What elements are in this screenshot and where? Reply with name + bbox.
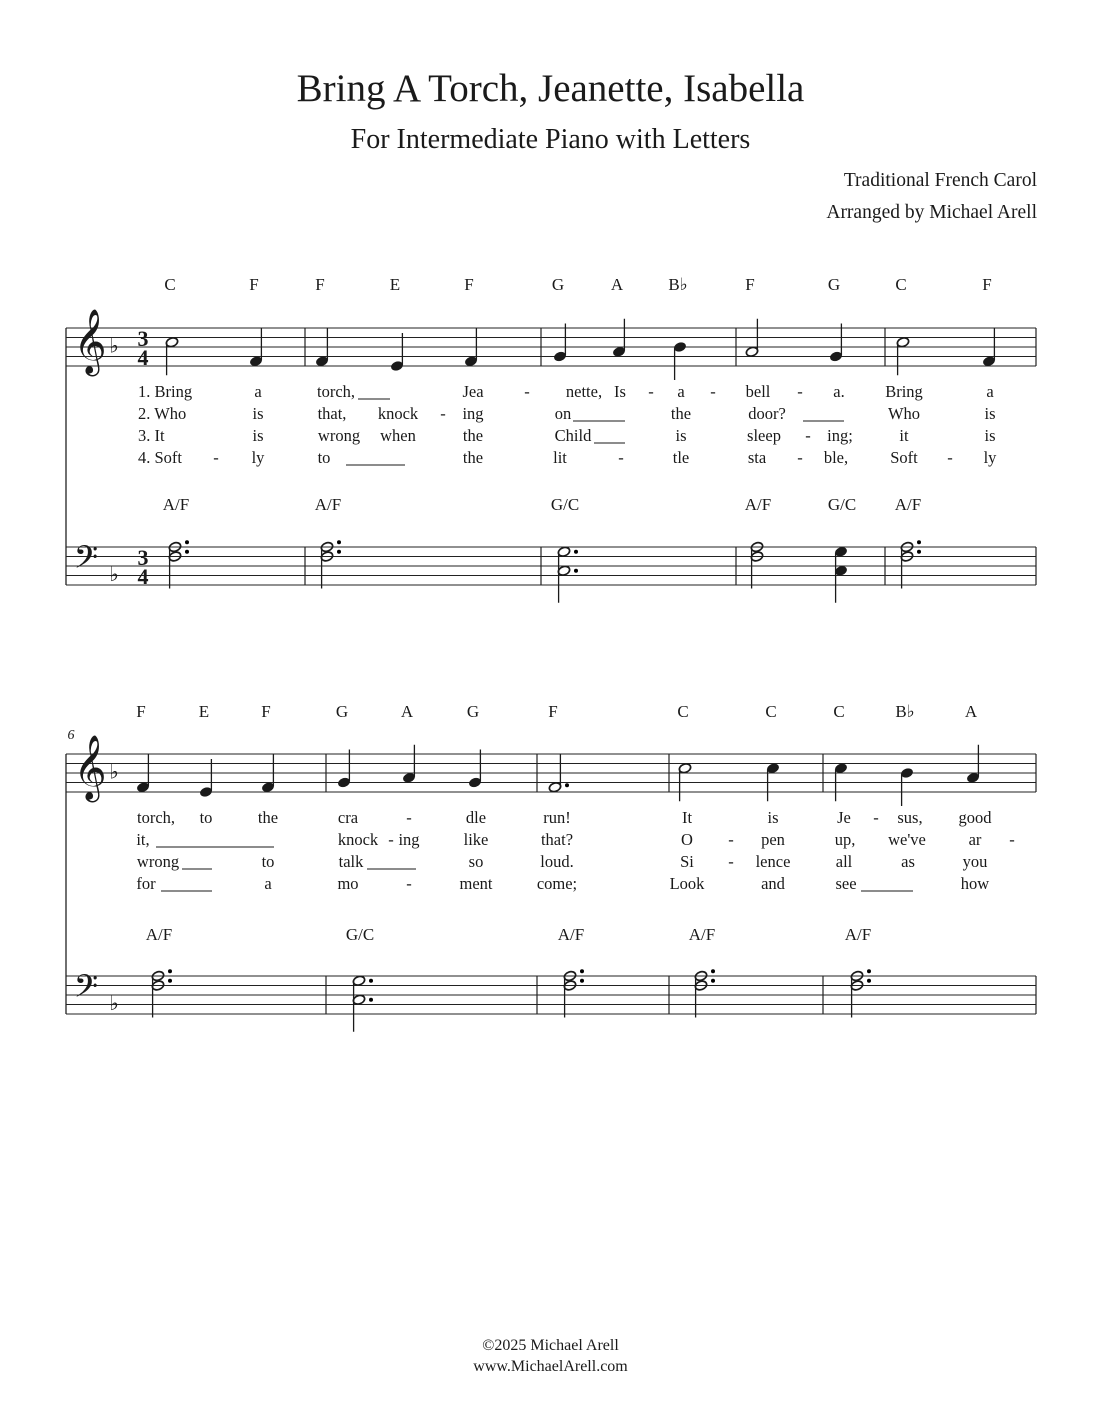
dot-mark xyxy=(580,979,584,983)
lyric-syllable: lence xyxy=(755,852,791,871)
lyric-syllable: is xyxy=(252,426,264,445)
lyric-syllable: sus, xyxy=(897,808,923,827)
key-signature-flat: ♭ xyxy=(109,564,119,587)
lyric-syllable: - xyxy=(728,830,734,849)
lyric-syllable: ing; xyxy=(827,426,853,445)
lyric-syllable: and xyxy=(761,874,785,893)
chord-symbol-label: A/F xyxy=(145,925,173,944)
lyric-syllable: sta xyxy=(747,448,767,467)
note-letter-label: G xyxy=(466,702,480,721)
lyric-syllable: come; xyxy=(536,874,578,893)
lyric-syllable: knock xyxy=(377,404,419,423)
lyric-syllable: torch, xyxy=(136,808,176,827)
dot-mark xyxy=(185,550,189,554)
dot-mark xyxy=(574,569,578,573)
lyric-syllable: cra xyxy=(337,808,359,827)
note-letter-label: C xyxy=(164,275,176,294)
lyric-syllable: knock xyxy=(337,830,379,849)
note-letter-label: B♭ xyxy=(668,275,688,294)
page-subtitle: For Intermediate Piano with Letters xyxy=(350,124,751,155)
lyric-syllable: is xyxy=(984,426,996,445)
lyric-syllable: - xyxy=(618,448,624,467)
treble-clef-icon: 𝄞 xyxy=(73,737,107,799)
lyric-syllable: wrong xyxy=(136,852,180,871)
lyric-syllable: - xyxy=(406,874,412,893)
lyric-syllable: - xyxy=(388,830,394,849)
note-letter-label: F xyxy=(982,275,992,294)
dot-mark xyxy=(867,969,871,973)
lyric-syllable: lit xyxy=(553,448,567,467)
lyric-syllable: a xyxy=(677,382,685,401)
dot-mark xyxy=(917,550,921,554)
lyric-syllable: a xyxy=(986,382,994,401)
lyric-syllable: it xyxy=(899,426,909,445)
lyric-syllable: ment xyxy=(459,874,493,893)
chord-symbol-label: G/C xyxy=(345,925,375,944)
lyric-syllable: sleep xyxy=(747,426,781,445)
chord-symbol-label: A/F xyxy=(894,495,922,514)
note-letter-label: G xyxy=(335,702,349,721)
lyric-syllable: O xyxy=(681,830,693,849)
key-signature-flat: ♭ xyxy=(109,761,119,784)
lyric-syllable: Si xyxy=(680,852,694,871)
note-letter-label: A xyxy=(964,702,978,721)
lyric-syllable: a. xyxy=(833,382,845,401)
treble-clef-icon: 𝄞 xyxy=(73,311,107,373)
measure-number: 6 xyxy=(67,728,75,743)
lyric-syllable: to xyxy=(261,852,275,871)
chord-symbol-label: A/F xyxy=(744,495,772,514)
lyric-syllable: all xyxy=(835,852,853,871)
note-letter-label: E xyxy=(389,275,401,294)
website-link: www.MichaelArell.com xyxy=(473,1358,628,1375)
lyric-syllable: 1. Bring xyxy=(138,382,193,401)
time-signature-top: 3 xyxy=(137,545,149,570)
lyric-syllable: Child xyxy=(554,426,592,445)
lyric-syllable: - xyxy=(710,382,716,401)
lyric-syllable: Jea xyxy=(462,382,484,401)
lyric-syllable: Who xyxy=(887,404,921,423)
lyric-syllable: dle xyxy=(465,808,487,827)
lyric-syllable: - xyxy=(805,426,811,445)
composer-credit: Traditional French Carol xyxy=(843,170,1037,191)
dot-mark xyxy=(369,998,373,1002)
lyric-syllable: to xyxy=(317,448,331,467)
lyric-syllable: - xyxy=(648,382,654,401)
dot-mark xyxy=(711,979,715,983)
dot-mark xyxy=(867,979,871,983)
lyric-syllable: when xyxy=(380,426,416,445)
lyric-syllable: ing xyxy=(398,830,420,849)
note-letter-label: C xyxy=(833,702,845,721)
lyric-syllable: the xyxy=(257,808,279,827)
note-letter-label: C xyxy=(765,702,777,721)
note-letter-label: F xyxy=(136,702,146,721)
note-letter-label: G xyxy=(551,275,565,294)
dot-mark xyxy=(369,979,373,983)
chord-symbol-label: G/C xyxy=(827,495,857,514)
lyric-syllable: door? xyxy=(748,404,786,423)
note-letter-label: F xyxy=(548,702,558,721)
note-letter-label: F xyxy=(464,275,474,294)
dot-mark xyxy=(337,550,341,554)
lyric-syllable: - xyxy=(440,404,446,423)
dot-mark xyxy=(711,969,715,973)
bass-clef-icon: 𝄢 xyxy=(73,970,99,1012)
lyric-syllable: - xyxy=(1009,830,1015,849)
bass-clef-icon: 𝄢 xyxy=(73,541,99,583)
lyric-syllable: a xyxy=(264,874,272,893)
note-letter-label: C xyxy=(677,702,689,721)
lyric-syllable: Look xyxy=(669,874,705,893)
note-letter-label: F xyxy=(249,275,259,294)
key-signature-flat: ♭ xyxy=(109,335,119,358)
dot-mark xyxy=(185,540,189,544)
lyric-syllable: 2. Who xyxy=(138,404,187,423)
lyric-syllable: tle xyxy=(672,448,690,467)
lyric-syllable: Bring xyxy=(885,382,923,401)
lyric-syllable: wrong xyxy=(317,426,361,445)
dot-mark xyxy=(337,540,341,544)
lyric-syllable: - xyxy=(947,448,953,467)
time-signature-bottom: 4 xyxy=(137,564,149,589)
dot-mark xyxy=(168,969,172,973)
lyric-syllable: we've xyxy=(888,830,926,849)
lyric-syllable: the xyxy=(670,404,692,423)
lyric-syllable: loud. xyxy=(540,852,574,871)
lyric-syllable: the xyxy=(462,426,484,445)
lyric-syllable: ar xyxy=(968,830,982,849)
chord-symbol-label: A/F xyxy=(844,925,872,944)
lyric-syllable: - xyxy=(873,808,879,827)
lyric-syllable: It xyxy=(681,808,693,827)
key-signature-flat: ♭ xyxy=(109,993,119,1016)
note-letter-label: A xyxy=(400,702,414,721)
dot-mark xyxy=(580,969,584,973)
dot-mark xyxy=(917,540,921,544)
lyric-syllable: up, xyxy=(834,830,856,849)
lyric-syllable: like xyxy=(463,830,489,849)
lyric-syllable: 4. Soft xyxy=(138,448,183,467)
lyric-syllable: as xyxy=(901,852,915,871)
lyric-syllable: Is xyxy=(614,382,626,401)
lyric-syllable: 3. It xyxy=(138,426,165,445)
chord-symbol-label: G/C xyxy=(550,495,580,514)
note-letter-label: G xyxy=(827,275,841,294)
lyric-syllable: - xyxy=(797,382,803,401)
lyric-syllable: Soft xyxy=(890,448,918,467)
lyric-syllable: ing xyxy=(462,404,484,423)
dot-mark xyxy=(565,783,569,787)
lyric-syllable: pen xyxy=(761,830,785,849)
lyric-syllable: ble, xyxy=(823,448,849,467)
copyright-notice: ©2025 Michael Arell xyxy=(482,1337,619,1354)
lyric-syllable: the xyxy=(462,448,484,467)
lyric-syllable: ly xyxy=(983,448,997,467)
lyric-syllable: run! xyxy=(543,808,571,827)
lyric-syllable: is xyxy=(984,404,996,423)
note-letter-label: F xyxy=(261,702,271,721)
lyric-syllable: mo xyxy=(337,874,359,893)
chord-symbol-label: A/F xyxy=(688,925,716,944)
lyric-syllable: nette, xyxy=(565,382,603,401)
note-letter-label: C xyxy=(895,275,907,294)
lyric-syllable: for xyxy=(136,874,156,893)
chord-symbol-label: A/F xyxy=(314,495,342,514)
note-letter-label: E xyxy=(198,702,210,721)
time-signature-top: 3 xyxy=(137,326,149,351)
lyric-syllable: - xyxy=(524,382,530,401)
lyric-syllable: that? xyxy=(540,830,574,849)
page-title: Bring A Torch, Jeanette, Isabella xyxy=(296,67,805,110)
lyric-syllable: on xyxy=(554,404,572,423)
lyric-syllable: talk xyxy=(338,852,364,871)
chord-symbol-label: A/F xyxy=(557,925,585,944)
lyric-syllable: see xyxy=(835,874,857,893)
note-letter-label: A xyxy=(610,275,624,294)
note-letter-label: F xyxy=(745,275,755,294)
lyric-syllable: - xyxy=(406,808,412,827)
lyric-syllable: torch, xyxy=(316,382,356,401)
lyric-syllable: ly xyxy=(251,448,265,467)
lyric-syllable: to xyxy=(199,808,213,827)
lyric-syllable: - xyxy=(797,448,803,467)
lyric-syllable: is xyxy=(767,808,779,827)
lyric-syllable: is xyxy=(675,426,687,445)
lyric-syllable: that, xyxy=(317,404,347,423)
note-letter-label: F xyxy=(315,275,325,294)
lyric-syllable: a xyxy=(254,382,262,401)
lyric-syllable: - xyxy=(728,852,734,871)
arranger-credit: Arranged by Michael Arell xyxy=(826,202,1037,223)
lyric-syllable: how xyxy=(960,874,990,893)
lyric-syllable: it, xyxy=(136,830,150,849)
lyric-syllable: so xyxy=(468,852,484,871)
lyric-syllable: you xyxy=(962,852,988,871)
lyric-syllable: good xyxy=(958,808,992,827)
note-letter-label: B♭ xyxy=(895,702,915,721)
lyric-syllable: - xyxy=(213,448,219,467)
dot-mark xyxy=(168,979,172,983)
lyric-syllable: Je xyxy=(837,808,851,827)
time-signature-bottom: 4 xyxy=(137,345,149,370)
lyric-syllable: bell xyxy=(745,382,771,401)
lyric-syllable: is xyxy=(252,404,264,423)
chord-symbol-label: A/F xyxy=(162,495,190,514)
dot-mark xyxy=(574,550,578,554)
